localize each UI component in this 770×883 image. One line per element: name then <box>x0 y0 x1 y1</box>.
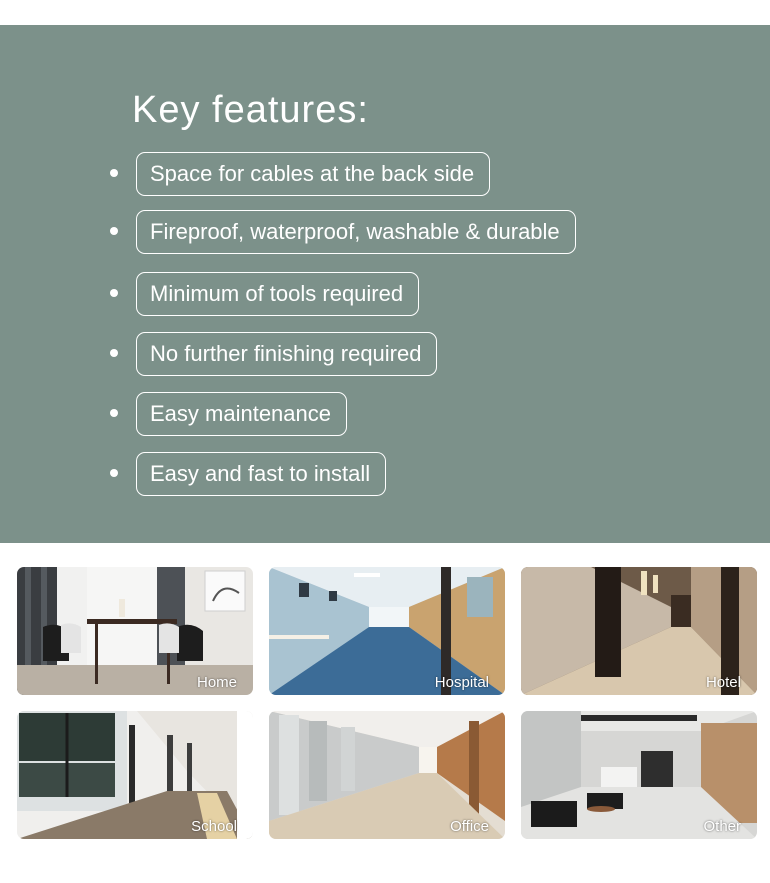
gallery-tile-home <box>17 567 253 695</box>
gallery-tile-other <box>521 711 757 839</box>
bullet-icon <box>110 409 118 417</box>
tile-label: Other <box>703 818 741 835</box>
tile-label: Home <box>196 674 237 691</box>
feature-label: Space for cables at the back side <box>136 152 490 196</box>
feature-label: Fireproof, waterproof, washable & durable <box>136 210 576 254</box>
tile-label: Hotel <box>705 674 741 691</box>
feature-label: Easy maintenance <box>136 392 347 436</box>
gallery-tile-hotel <box>521 567 757 695</box>
key-features-panel <box>0 25 770 543</box>
feature-label: No further finishing required <box>136 332 437 376</box>
gallery-tile-hospital <box>269 567 505 695</box>
tile-label: Office <box>450 818 489 835</box>
bullet-icon <box>110 349 118 357</box>
key-features-title: Key features: <box>132 89 369 131</box>
tile-label: School <box>191 818 237 835</box>
gallery-tile-office <box>269 711 505 839</box>
feature-label: Easy and fast to install <box>136 452 386 496</box>
tile-label: Hospital <box>434 674 489 691</box>
bullet-icon <box>110 289 118 297</box>
bullet-icon <box>110 169 118 177</box>
bullet-icon <box>110 469 118 477</box>
gallery-tile-school <box>17 711 253 839</box>
bullet-icon <box>110 227 118 235</box>
feature-label: Minimum of tools required <box>136 272 419 316</box>
